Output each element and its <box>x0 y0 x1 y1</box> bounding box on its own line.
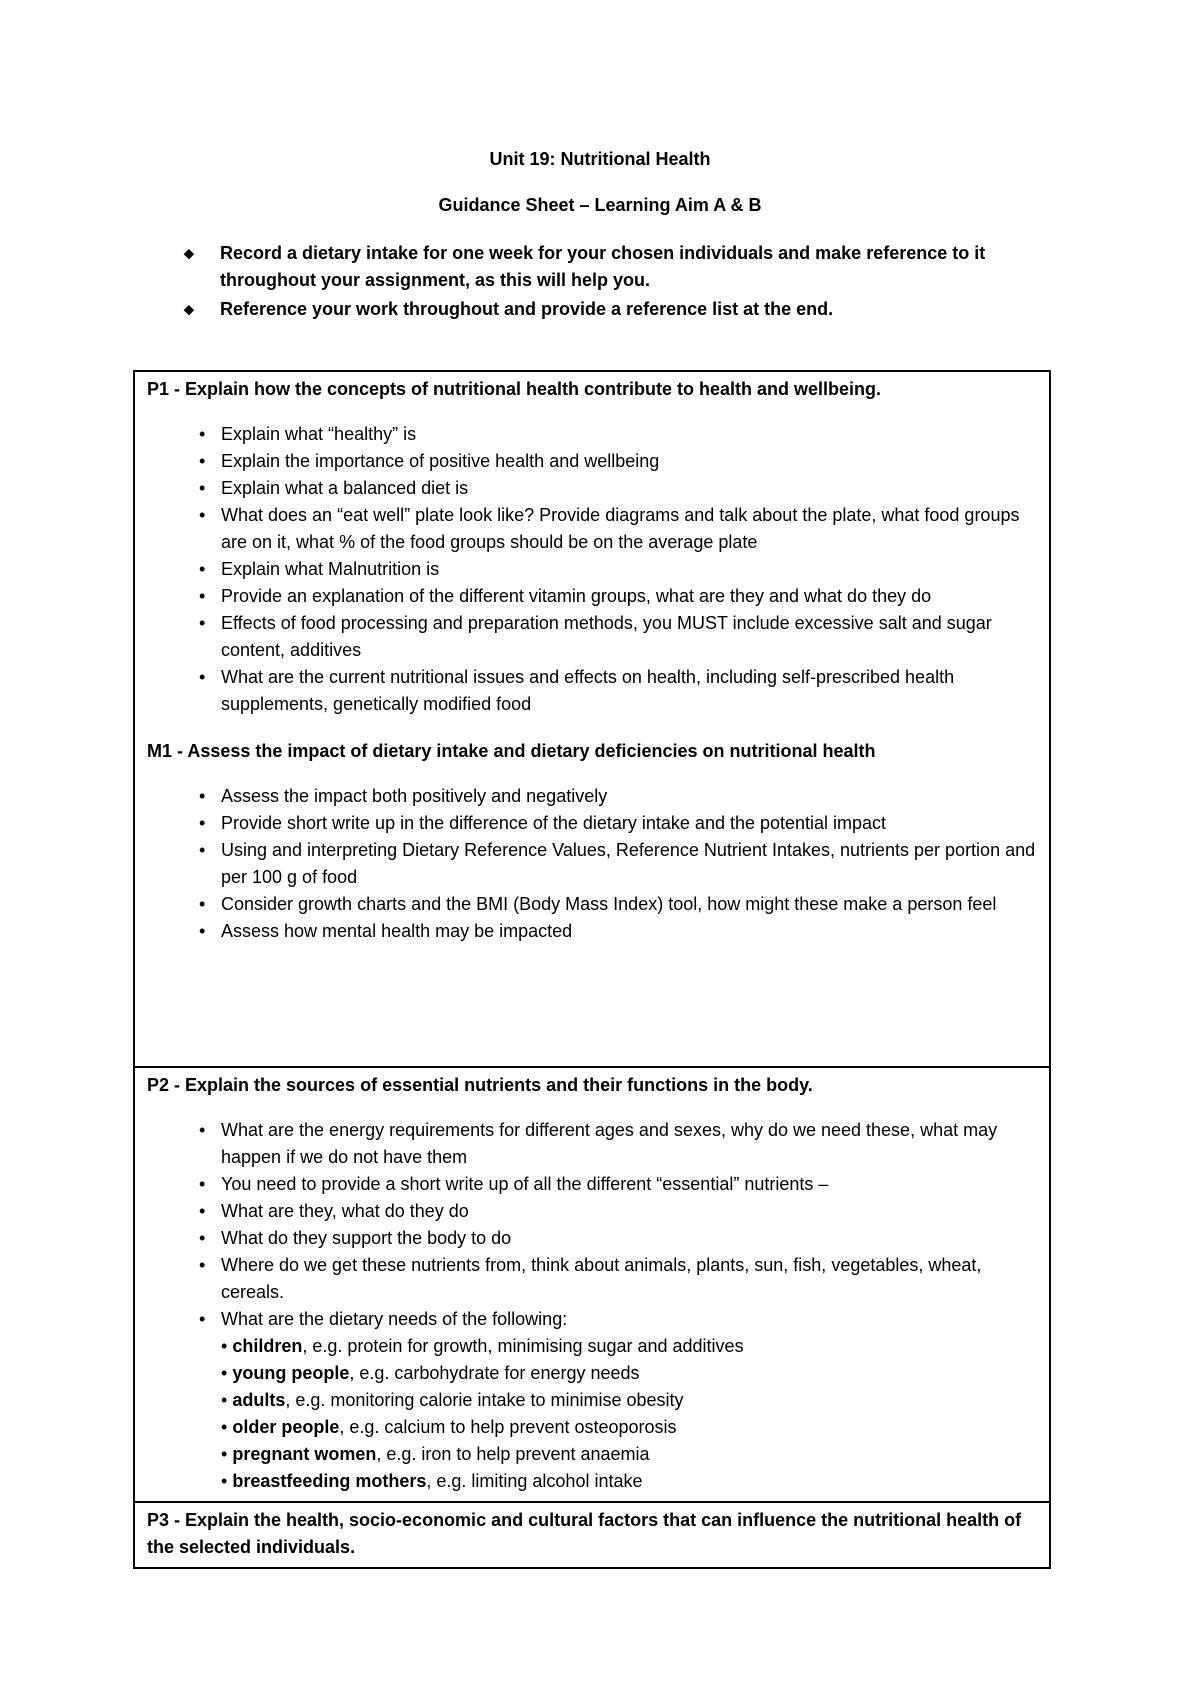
list-item-text: What are the dietary needs of the following: <box>221 1309 568 1329</box>
dietary-need-item <box>221 1468 1037 1495</box>
list-item-text: Effects of food processing and preparation methods, you MUST include excessive salt and sugar content, additives <box>221 613 992 660</box>
bullet-icon: • <box>221 1444 228 1464</box>
dietary-group: older people <box>232 1417 340 1437</box>
list-item-text: What are they, what do they do <box>221 1201 469 1221</box>
document-title: Unit 19: Nutritional Health <box>489 149 711 169</box>
bullet-icon: • <box>221 1417 228 1437</box>
bullet-icon: • <box>199 451 206 471</box>
p2-cell <box>134 1067 1050 1502</box>
bullet-icon: • <box>199 505 206 525</box>
bullet-icon: • <box>199 813 206 833</box>
bullet-icon: • <box>199 559 206 579</box>
p3-cell <box>134 1502 1050 1568</box>
p2-heading: P2 - Explain the sources of essential nutrients and their functions in the body. <box>147 1075 813 1095</box>
list-item <box>147 502 1037 556</box>
dietary-example: , e.g. monitoring calorie intake to minimise obesity <box>285 1390 684 1410</box>
list-item-text: Assess how mental health may be impacted <box>221 921 573 941</box>
list-item <box>147 1117 1037 1171</box>
p1-heading: P1 - Explain how the concepts of nutritional health contribute to health and wellbeing. <box>147 379 882 399</box>
table-row <box>134 1067 1050 1502</box>
list-item <box>147 837 1037 891</box>
dietary-need-item <box>221 1414 1037 1441</box>
list-item <box>147 448 1037 475</box>
bullet-icon: • <box>199 667 206 687</box>
list-item-text: Using and interpreting Dietary Reference Values, Reference Nutrient Intakes, nutrients per portion and per 100 g of food <box>221 840 1036 887</box>
dietary-group: adults <box>232 1390 286 1410</box>
list-item-text: Consider growth charts and the BMI (Body Mass Index) tool, how might these make a person feel <box>221 894 997 914</box>
dietary-group: young people <box>232 1363 350 1383</box>
list-item-text: What does an “eat well” plate look like? Provide diagrams and talk about the plate, what food groups are on it, what % of the food groups should be on the average plate <box>221 505 1020 552</box>
bullet-icon: • <box>199 1201 206 1221</box>
list-item <box>147 1252 1037 1306</box>
list-item-text: Explain what “healthy” is <box>221 424 417 444</box>
bullet-icon: • <box>199 894 206 914</box>
dietary-need-item <box>221 1333 1037 1360</box>
bullet-icon: • <box>199 840 206 860</box>
list-item <box>147 810 1037 837</box>
dietary-group: pregnant women <box>232 1444 377 1464</box>
bullet-icon: • <box>199 424 206 444</box>
m1-list <box>147 783 1037 945</box>
list-item <box>147 610 1037 664</box>
list-item-text: What are the energy requirements for different ages and sexes, why do we need these, what may happen if we do not have them <box>221 1120 998 1167</box>
list-item <box>147 1306 1037 1495</box>
bullet-icon: • <box>221 1336 228 1356</box>
dietary-example: , e.g. calcium to help prevent osteoporosis <box>339 1417 677 1437</box>
list-item <box>147 475 1037 502</box>
intro-item <box>178 240 1078 294</box>
guidance-table <box>133 370 1051 1569</box>
list-item-text: What are the current nutritional issues and effects on health, including self-prescribed health supplements, genetically modified food <box>221 667 955 714</box>
bullet-icon: • <box>199 921 206 941</box>
list-item-text: Explain what a balanced diet is <box>221 478 469 498</box>
bullet-icon: • <box>221 1471 228 1491</box>
bullet-icon: • <box>199 1309 206 1329</box>
p3-heading: P3 - Explain the health, socio-economic and cultural factors that can influence the nutritional health of the selected individuals. <box>147 1510 1022 1557</box>
list-item-text: Provide an explanation of the different vitamin groups, what are they and what do they do <box>221 586 932 606</box>
list-item <box>147 583 1037 610</box>
bullet-icon: • <box>199 586 206 606</box>
intro-item-text: Record a dietary intake for one week for your chosen individuals and make reference to it throughout your assignment, as this will help you. <box>220 243 986 290</box>
list-item <box>147 783 1037 810</box>
intro-bullet-list <box>178 240 1078 325</box>
dietary-group: breastfeeding mothers <box>232 1471 427 1491</box>
bullet-icon: ⬥ <box>184 245 194 261</box>
list-item-text: You need to provide a short write up of all the different “essential” nutrients – <box>221 1174 829 1194</box>
bullet-icon: • <box>199 1120 206 1140</box>
list-item <box>147 664 1037 718</box>
list-item <box>147 1225 1037 1252</box>
list-item-text: Assess the impact both positively and negatively <box>221 786 608 806</box>
bullet-icon: • <box>221 1390 228 1410</box>
dietary-example: , e.g. protein for growth, minimising sugar and additives <box>302 1336 744 1356</box>
bullet-icon: • <box>199 1228 206 1248</box>
intro-item <box>178 296 1078 323</box>
p2-list <box>147 1117 1037 1495</box>
list-item <box>147 918 1037 945</box>
bullet-icon: • <box>221 1363 228 1383</box>
list-item-text: Explain what Malnutrition is <box>221 559 440 579</box>
p1-m1-cell <box>134 371 1050 1067</box>
list-item-text: Explain the importance of positive health and wellbeing <box>221 451 660 471</box>
document-subtitle: Guidance Sheet – Learning Aim A & B <box>438 195 762 215</box>
bullet-icon: • <box>199 478 206 498</box>
list-item-text: What do they support the body to do <box>221 1228 512 1248</box>
list-item <box>147 421 1037 448</box>
bullet-icon: • <box>199 1174 206 1194</box>
list-item <box>147 556 1037 583</box>
dietary-group: children <box>232 1336 303 1356</box>
table-row <box>134 1502 1050 1568</box>
bullet-icon: • <box>199 613 206 633</box>
list-item-text: Provide short write up in the difference of the dietary intake and the potential impact <box>221 813 887 833</box>
table-row <box>134 371 1050 1067</box>
dietary-example: , e.g. limiting alcohol intake <box>426 1471 643 1491</box>
dietary-example: , e.g. carbohydrate for energy needs <box>349 1363 640 1383</box>
dietary-example: , e.g. iron to help prevent anaemia <box>376 1444 650 1464</box>
dietary-need-item <box>221 1360 1037 1387</box>
intro-item-text: Reference your work throughout and provide a reference list at the end. <box>220 299 834 319</box>
dietary-need-item <box>221 1441 1037 1468</box>
bullet-icon: • <box>199 1255 206 1275</box>
dietary-need-item <box>221 1387 1037 1414</box>
list-item <box>147 1198 1037 1225</box>
list-item <box>147 1171 1037 1198</box>
p1-list <box>147 421 1037 718</box>
bullet-icon: • <box>199 786 206 806</box>
bullet-icon: ⬥ <box>184 301 194 317</box>
m1-heading: M1 - Assess the impact of dietary intake and dietary deficiencies on nutritional health <box>147 741 876 761</box>
list-item <box>147 891 1037 918</box>
list-item-text: Where do we get these nutrients from, think about animals, plants, sun, fish, vegetables, wheat, cereals. <box>221 1255 982 1302</box>
